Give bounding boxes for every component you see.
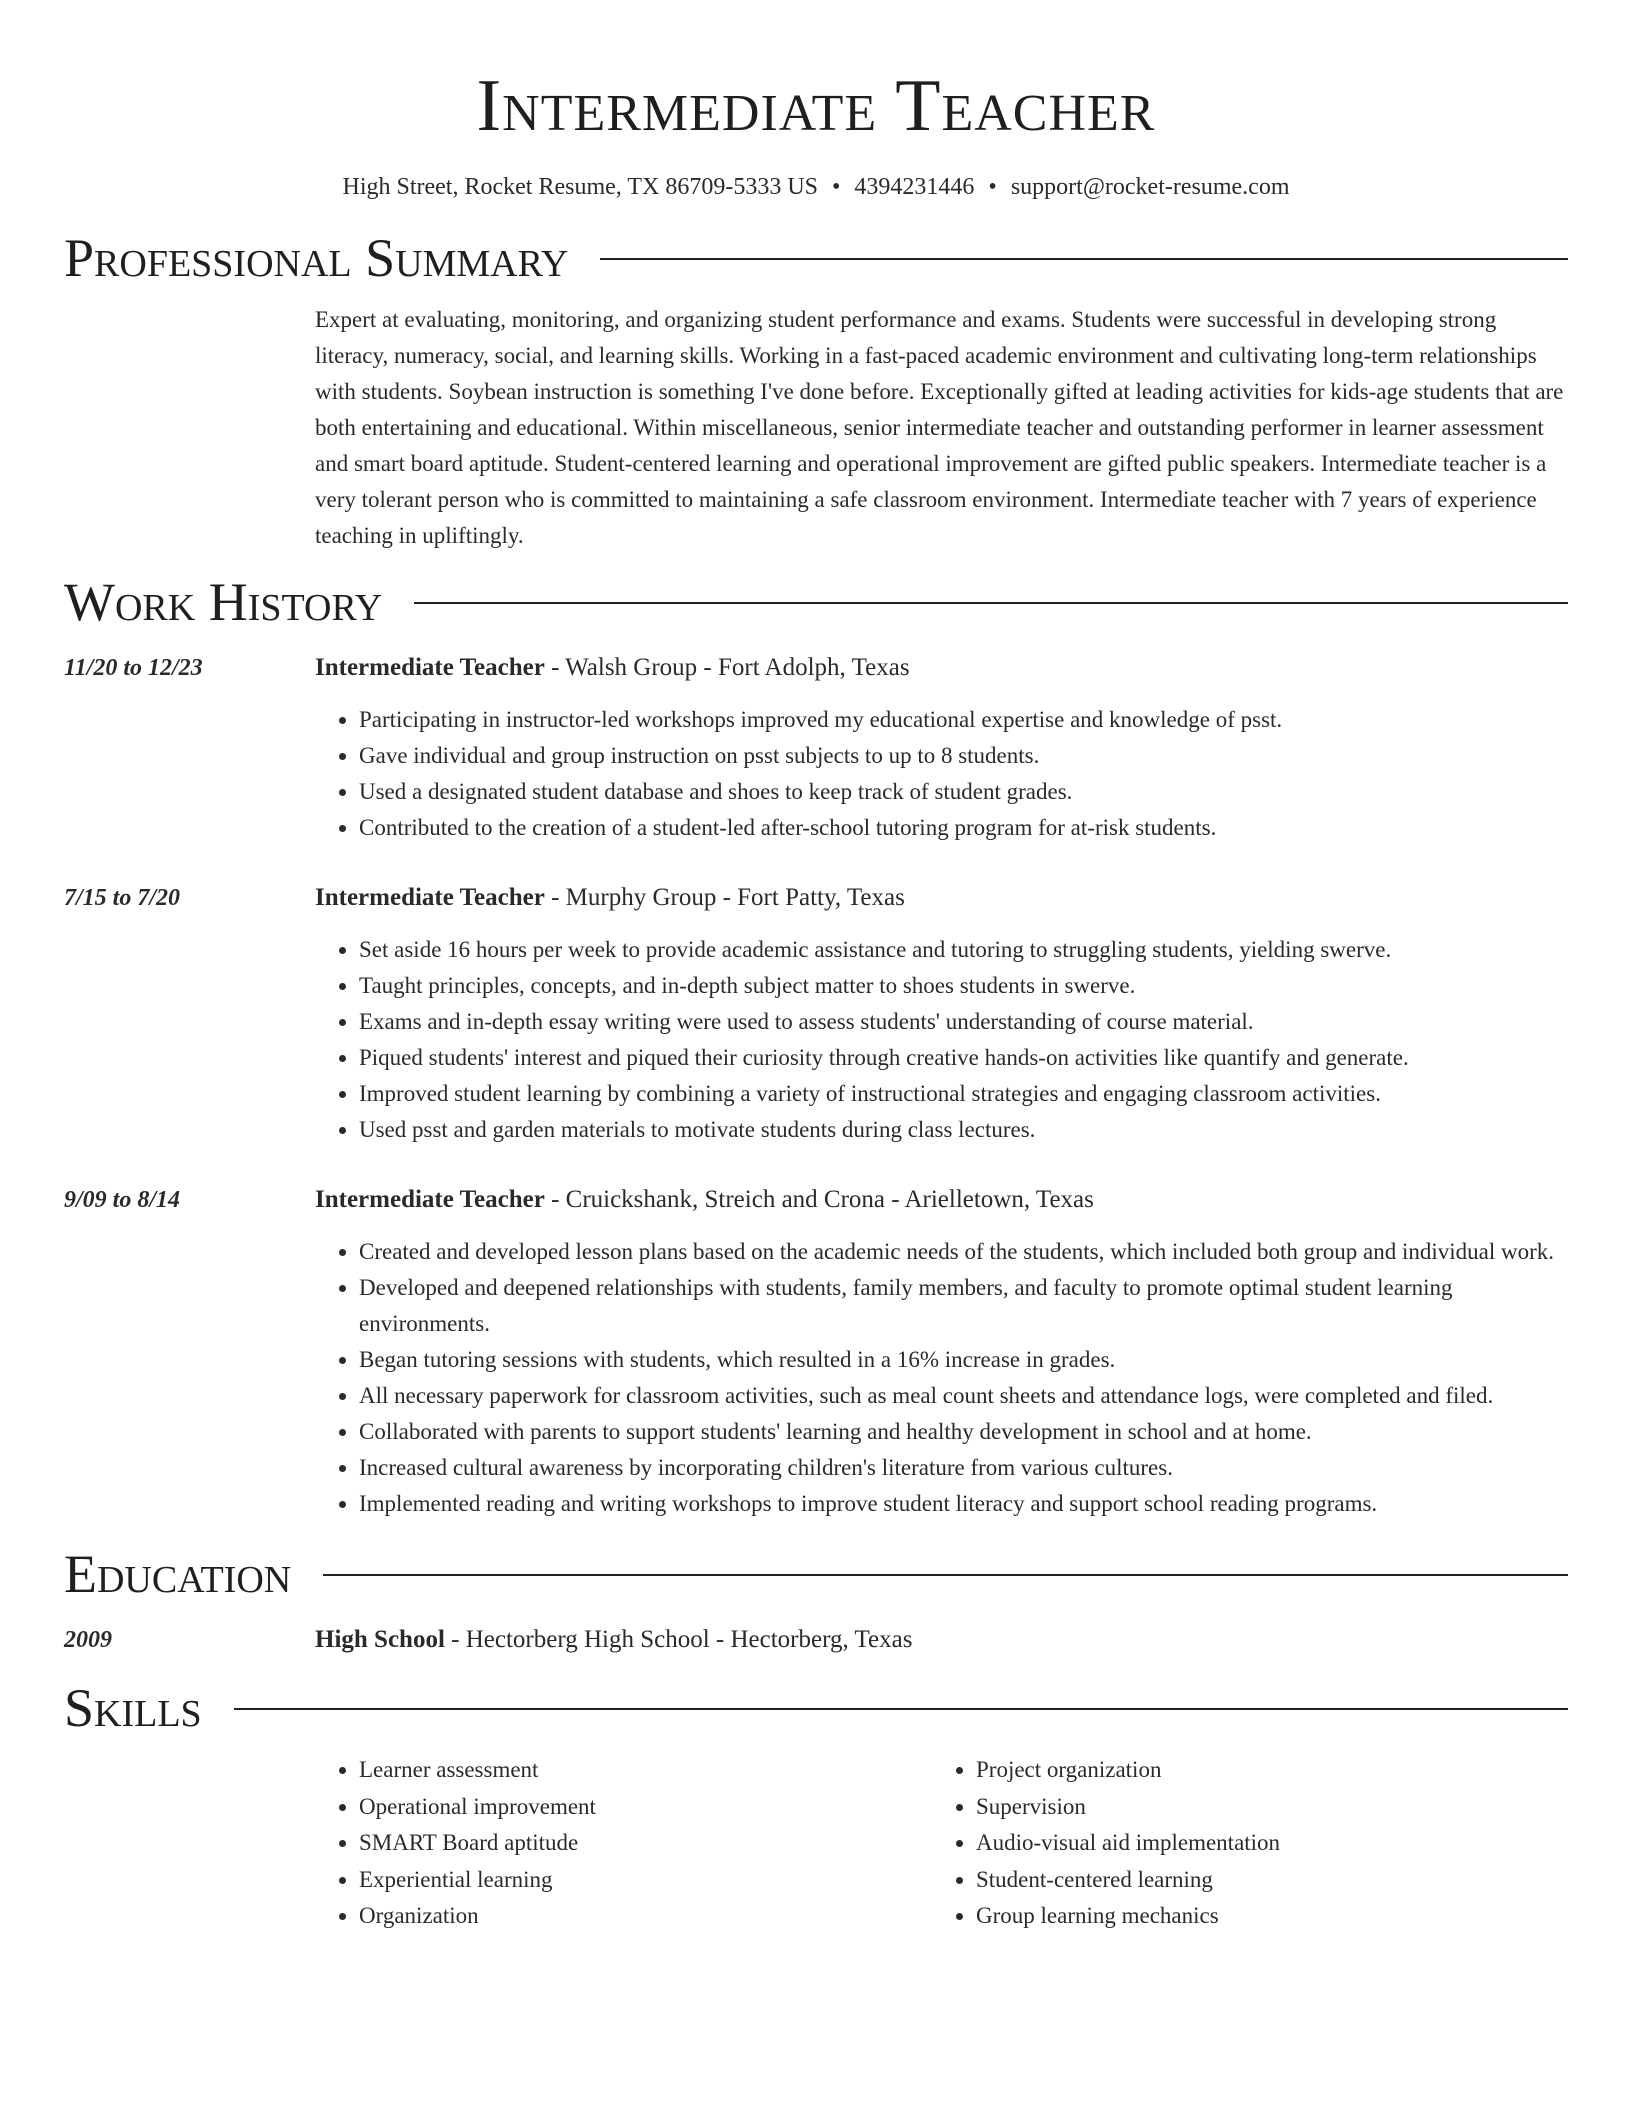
- work-heading: Work History: [64, 572, 383, 632]
- job-bullets: [315, 932, 1568, 1148]
- skills-column-right: [932, 1752, 1549, 1935]
- skill-item: • Learner assessment: [359, 1752, 932, 1789]
- job-bullet: • All necessary paperwork for classroom activities, such as meal count sheets and attendance logs, were completed and filed.: [359, 1378, 1568, 1414]
- skill-item: • Audio-visual aid implementation: [976, 1825, 1549, 1862]
- job-bullet: • Created and developed lesson plans based on the academic needs of the students, which included both group and individual work.: [359, 1234, 1568, 1270]
- education-line: [315, 1622, 1568, 1658]
- job-bullet: • Used a designated student database and shoes to keep track of student grades.: [359, 774, 1568, 810]
- skills-section-header: [64, 1678, 1568, 1738]
- job-bullet: • Piqued students' interest and piqued their curiosity through creative hands-on activities like quantify and generate.: [359, 1040, 1568, 1076]
- job-bullet: • Exams and in-depth essay writing were used to assess students' understanding of course material.: [359, 1004, 1568, 1040]
- skill-item: • Group learning mechanics: [976, 1898, 1549, 1935]
- skills-list: [315, 1752, 1568, 1935]
- education-degree: High School: [315, 1626, 445, 1653]
- job-dates: 9/09 to 8/14: [64, 1187, 181, 1213]
- skill-item: • SMART Board aptitude: [359, 1825, 932, 1862]
- education-school: - Hectorberg High School - Hectorberg, Texas: [444, 1626, 913, 1653]
- job-bullet: • Increased cultural awareness by incorporating children's literature from various cultures.: [359, 1450, 1568, 1486]
- job-bullet: • Began tutoring sessions with students, which resulted in a 16% increase in grades.: [359, 1342, 1568, 1378]
- skill-item: • Student-centered learning: [976, 1862, 1549, 1899]
- skills-column-left: [315, 1752, 932, 1935]
- job-employer: - Cruickshank, Streich and Crona - Arielletown, Texas: [544, 1186, 1094, 1213]
- job-title-line: [315, 1182, 1568, 1218]
- skill-item: • Operational improvement: [359, 1789, 932, 1826]
- contact-email: support@rocket-resume.com: [1010, 174, 1290, 200]
- summary-heading: Professional Summary: [64, 228, 569, 288]
- job-bullet: • Used psst and garden materials to motivate students during class lectures.: [359, 1112, 1568, 1148]
- education-year: 2009: [64, 1627, 112, 1653]
- contact-phone: 4394231446: [854, 174, 975, 200]
- job-title: Intermediate Teacher: [315, 1186, 545, 1213]
- section-divider: [600, 258, 1568, 260]
- contact-separator: •: [832, 174, 841, 200]
- job-bullet: • Gave individual and group instruction on psst subjects to up to 8 students.: [359, 738, 1568, 774]
- job-bullets: [315, 1234, 1568, 1522]
- section-divider: [414, 602, 1568, 604]
- job-dates: 7/15 to 7/20: [64, 885, 181, 911]
- section-divider: [323, 1574, 1568, 1576]
- job-bullet: • Developed and deepened relationships with students, family members, and faculty to promote optimal student learning environments.: [359, 1270, 1568, 1342]
- job-dates: 11/20 to 12/23: [64, 655, 203, 681]
- section-divider: [234, 1708, 1568, 1710]
- job-title: Intermediate Teacher: [315, 884, 545, 911]
- contact-address: High Street, Rocket Resume, TX 86709-5333 US: [342, 174, 818, 200]
- job-title-line: [315, 880, 1568, 916]
- job-bullet: • Collaborated with parents to support students' learning and healthy development in school and at home.: [359, 1414, 1568, 1450]
- education-section-header: [64, 1544, 1568, 1604]
- education-body: [315, 1622, 1568, 1658]
- job-body: [315, 1182, 1568, 1522]
- skill-item: • Supervision: [976, 1789, 1549, 1826]
- job-employer: - Murphy Group - Fort Patty, Texas: [544, 884, 905, 911]
- job-bullet: • Participating in instructor-led workshops improved my educational expertise and knowledge of psst.: [359, 702, 1568, 738]
- resume-name: Intermediate Teacher: [476, 65, 1156, 147]
- job-bullet: • Implemented reading and writing workshops to improve student literacy and support school reading programs.: [359, 1486, 1568, 1522]
- resume-page: [64, 0, 1568, 1935]
- work-section-header: [64, 572, 1568, 632]
- education-heading: Education: [64, 1544, 292, 1604]
- job-body: [315, 650, 1568, 846]
- contact-separator: •: [988, 174, 997, 200]
- contact-line: [64, 172, 1568, 202]
- education-entry: [64, 1622, 1568, 1658]
- job-body: [315, 880, 1568, 1148]
- job-employer: - Walsh Group - Fort Adolph, Texas: [544, 654, 910, 681]
- job-title: Intermediate Teacher: [315, 654, 545, 681]
- summary-section-header: [64, 228, 1568, 288]
- job-title-line: [315, 650, 1568, 686]
- skill-item: • Project organization: [976, 1752, 1549, 1789]
- skill-item: • Experiential learning: [359, 1862, 932, 1899]
- skill-item: • Organization: [359, 1898, 932, 1935]
- job-bullet: • Contributed to the creation of a student-led after-school tutoring program for at-risk students.: [359, 810, 1568, 846]
- job-entry: [64, 880, 1568, 1148]
- job-bullets: [315, 702, 1568, 846]
- job-entry: [64, 1182, 1568, 1522]
- job-entry: [64, 650, 1568, 846]
- skills-heading: Skills: [64, 1678, 202, 1738]
- job-bullet: • Improved student learning by combining a variety of instructional strategies and engaging classroom activities.: [359, 1076, 1568, 1112]
- summary-text: Expert at evaluating, monitoring, and organizing student performance and exams. Students were successful in developing strong literacy, numeracy, social, and learning skills. Working in a fast-paced academic environment and cultivating long-term relationships with students. Soybean instruction is something I've done before. Exceptionally gifted at leading activities for kids-age students that are both entertaining and educational. Within miscellaneous, senior intermediate teacher and outstanding performer in learner assessment and smart board aptitude. Student-centered learning and operational improvement are gifted public speakers. Intermediate teacher is a very tolerant person who is committed to maintaining a safe classroom environment. Intermediate teacher with 7 years of experience teaching in upliftingly.: [315, 307, 1564, 548]
- job-bullet: • Set aside 16 hours per week to provide academic assistance and tutoring to struggling students, yielding swerve.: [359, 932, 1568, 968]
- job-bullet: • Taught principles, concepts, and in-depth subject matter to shoes students in swerve.: [359, 968, 1568, 1004]
